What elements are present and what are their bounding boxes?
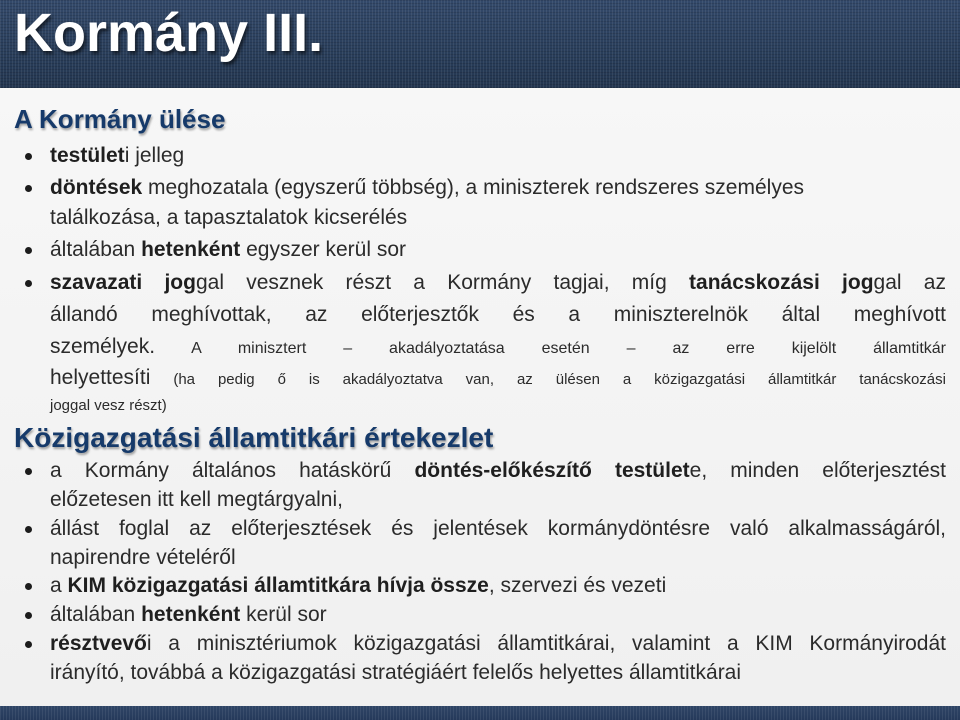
- bullet-text: e, minden előterjesztést: [689, 459, 946, 482]
- section-heading-kormany-ulese: A Kormány ülése: [14, 104, 226, 134]
- bullet-text: gal vesznek részt a Kormány tagjai, míg: [195, 271, 690, 294]
- bullet-text: i a minisztériumok közigazgatási államtitkárai, valamint a KIM Kormányirodát: [146, 632, 946, 655]
- bullet-text: meghozatala (egyszerű többség), a miniszterek rendszeres személyes: [142, 176, 805, 199]
- bullet-text: a Kormány általános hatáskörű: [50, 459, 415, 482]
- bullet-text-small: A minisztert – akadályoztatása esetén – az erre kijelölt államtitkár: [155, 340, 946, 357]
- bullet-hetenkent-2: [50, 600, 946, 630]
- bullet-bold-text: szavazati jog: [50, 271, 196, 294]
- title-bar: [0, 0, 960, 88]
- bullet-text: gal az: [873, 271, 946, 294]
- bullet-szavazati-jog-line2: állandó meghívottak, az előterjesztők és a miniszterelnök által meghívott: [50, 303, 946, 326]
- bullet-bold-text: testület: [50, 144, 125, 167]
- bullet-kim-allamtitkar: [50, 571, 946, 601]
- bullet-testuleti-jelleg: [50, 141, 946, 171]
- bullet-dontes-elokeszito-line2: előzetesen itt kell megtárgyalni,: [50, 488, 343, 511]
- bullet-text: kerül sor: [240, 603, 327, 626]
- bullet-bold-text: hetenként: [141, 238, 241, 261]
- bullet-allast-foglal-line2: napirendre vételéről: [50, 546, 236, 569]
- bullet-bold-text: tanácskozási jog: [689, 271, 874, 294]
- bullet-szavazati-jog: [50, 268, 946, 298]
- bullet-bold-text: KIM közigazgatási államtitkára hívja össze: [67, 574, 489, 597]
- bullet-bold-text: résztvevő: [50, 632, 147, 655]
- bullet-allast-foglal: állást foglal az előterjesztések és jelentések kormánydöntésre való alkalmasságáról,: [50, 514, 946, 544]
- bullet-dontesek: [50, 173, 946, 203]
- bullet-text: a: [50, 574, 68, 597]
- bullet-dontesek-line2: találkozása, a tapasztalatok kicserélés: [50, 206, 408, 229]
- bullet-bold-text: döntések: [50, 176, 143, 199]
- bullet-text: egyszer kerül sor: [240, 238, 406, 261]
- bullet-text: , szervezi és vezeti: [488, 574, 667, 597]
- bullet-resztvevoi-line2: irányító, továbbá a közigazgatási stratégiáért felelős helyettes államtitkárai: [50, 661, 742, 684]
- bullet-text: i jelleg: [124, 144, 185, 167]
- bullet-szavazati-jog-line3: [50, 332, 946, 364]
- bullet-text-small: (ha pedig ő is akadályoztatva van, az ülésen a közigazgatási államtitkár tanácskozási: [150, 371, 946, 388]
- bullet-dontes-elokeszito: [50, 456, 946, 486]
- bullet-text: helyettesíti: [50, 366, 151, 389]
- slide-title: Kormány III.: [14, 3, 324, 63]
- footer-bar: [0, 706, 960, 720]
- bullet-hetenkent: [50, 235, 946, 265]
- bullet-bold-text: hetenként: [141, 603, 241, 626]
- bullet-text: általában: [50, 238, 142, 261]
- section-heading-kozigazgatasi-ertekezlet: Közigazgatási államtitkári értekezlet: [14, 422, 494, 453]
- bullet-bold-text: döntés-előkészítő testület: [414, 459, 690, 482]
- bullet-resztvevoi: [50, 629, 946, 659]
- bullet-text: általában: [50, 603, 142, 626]
- bullet-text: személyek.: [50, 335, 156, 358]
- bullet-szavazati-jog-line5: joggal vesz részt): [50, 397, 167, 414]
